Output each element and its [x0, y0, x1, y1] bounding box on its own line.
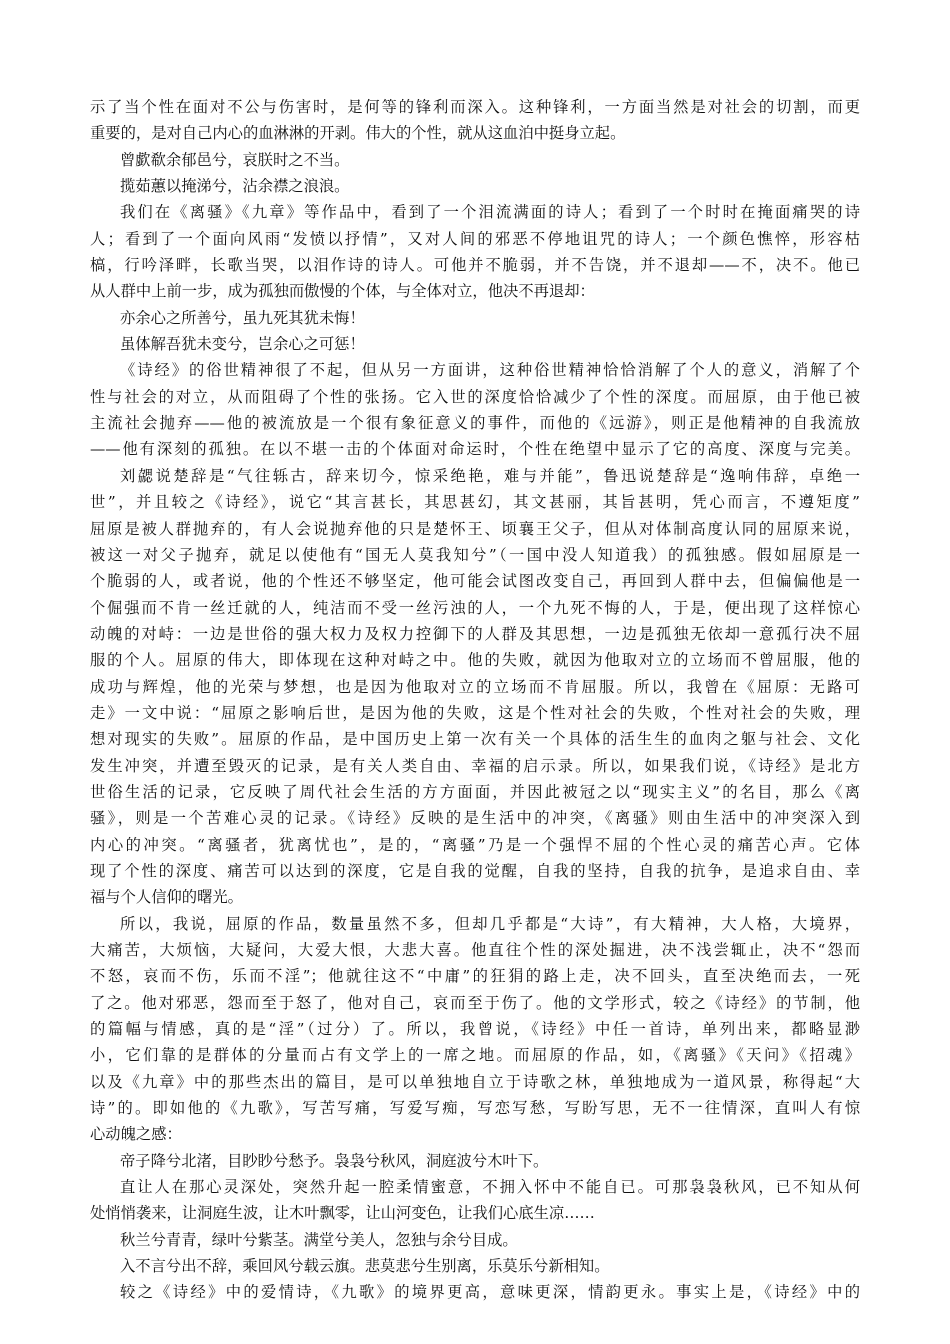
text-line: 世俗生活的记录，它反映了周代社会生活的方方面面，并因此被冠之以“现实主义”的名目，那么《离 — [90, 782, 860, 801]
text-line: 我们在《离骚》《九章》等作品中，看到了一个泪流满面的诗人；看到了一个时时在掩面痛哭的诗 — [120, 203, 860, 222]
text-line: 世”，并且较之《诗经》，说它“其言甚长，其思甚幻，其文甚丽，其旨甚明，凭心而言，不遵矩度” — [90, 493, 860, 512]
text-line: 动魄的对峙：一边是世俗的强大权力及权力控御下的人群及其思想，一边是孤独无依却一意孤行决不屈 — [90, 624, 860, 643]
text-line: 处悄悄袭来，让洞庭生波，让木叶飘零，让山河变色，让我们心底生凉…… — [90, 1204, 595, 1223]
text-line: 从人群中上前一步，成为孤独而傲慢的个体，与全体对立，他决不再退却： — [90, 282, 595, 301]
text-line: 成功与辉煌，他的光荣与梦想，也是因为他取对立的立场而不肯屈服。所以，我曾在《屈原：无路可 — [90, 677, 860, 696]
text-line: 服的个人。屈原的伟大，即体现在这种对峙之中。他的失败，就因为他取对立的立场而不曾屈服，他的 — [90, 651, 860, 670]
text-line: 诗”的。即如他的《九歌》，写苦写痛，写爱写痴，写恋写愁，写盼写思，无不一往情深，直叫人有惊 — [90, 1099, 860, 1118]
text-line: 重要的，是对自己内心的血淋淋的开剥。伟大的个性，就从这血泊中挺身立起。 — [90, 124, 626, 143]
text-line: 以及《九章》中的那些杰出的篇目，是可以单独地自立于诗歌之林，单独地成为一道风景，称得起“大 — [90, 1072, 860, 1091]
text-line: 个倔强而不肯一丝迁就的人，纯洁而不受一丝污浊的人，一个九死不悔的人，于是，便出现了这样惊心 — [90, 598, 860, 617]
text-line: 骚》，则是一个苦难心灵的记录。《诗经》反映的是生活中的冲突，《离骚》则由生活中的冲突深入到 — [90, 809, 860, 828]
text-line: 个脆弱的人，或者说，他的个性还不够坚定，他可能会试图改变自己，再回到人群中去，但偏偏他是一 — [90, 572, 860, 591]
text-line: 较之《诗经》中的爱情诗，《九歌》的境界更高，意味更深，情韵更永。事实上是，《诗经》中的 — [120, 1283, 860, 1302]
poem-line: 亦余心之所善兮，虽九死其犹未悔！ — [120, 308, 365, 327]
text-line: ——他有深刻的孤独。在以不堪一击的个体面对命运时，个性在绝望中显示了它的高度、深度与完美。 — [90, 440, 860, 459]
text-line: 的篇幅与情感，真的是“淫”（过分）了。所以，我曾说，《诗经》中任一首诗，单列出来，都略显渺 — [90, 1020, 860, 1039]
text-line: 屈原是被人群抛弃的，有人会说抛弃他的只是楚怀王、顷襄王父子，但从对体制高度认同的屈原来说， — [90, 519, 860, 538]
text-line: 主流社会抛弃——他的被流放是一个很有象征意义的事件，而他的《远游》，则正是他精神的自我流放 — [90, 414, 860, 433]
poem-line: 入不言兮出不辞，乘回风兮载云旗。悲莫悲兮生别离，乐莫乐兮新相知。 — [120, 1257, 610, 1276]
poem-line: 揽茹蕙以掩涕兮，沾余襟之浪浪。 — [120, 177, 350, 196]
text-line: 所以，我说，屈原的作品，数量虽然不多，但却几乎都是“大诗”，有大精神，大人格，大境界， — [120, 914, 860, 933]
text-line: 心动魄之感： — [90, 1125, 182, 1144]
text-line: 直让人在那心灵深处，突然升起一腔柔情蜜意，不拥入怀中不能自已。可那袅袅秋风，已不知从何 — [120, 1178, 860, 1197]
poem-line: 帝子降兮北渚，目眇眇兮愁予。袅袅兮秋风，洞庭波兮木叶下。 — [120, 1151, 549, 1170]
text-line: 走》一文中说：“屈原之影响后世，是因为他的失败，这是个性对社会的失败，个性对社会的失败，理 — [90, 703, 860, 722]
text-line: 《诗经》的俗世精神很了不起，但从另一方面讲，这种俗世精神恰恰消解了个人的意义，消解了个 — [120, 361, 860, 380]
text-line: 福与个人信仰的曙光。 — [90, 888, 243, 907]
text-line: 内心的冲突。“离骚者，犹离忧也”，是的，“离骚”乃是一个强悍不屈的个性心灵的痛苦心声。它体 — [90, 835, 860, 854]
text-line: 性与社会的对立，从而阻碍了个性的张扬。它入世的深度恰恰减少了个性的深度。而屈原，由于他已被 — [90, 387, 860, 406]
text-line: 想对现实的失败”。屈原的作品，是中国历史上第一次有关一个具体的活生生的血肉之躯与社会、文化 — [90, 730, 860, 749]
poem-line: 曾歔欷余郁邑兮，哀朕时之不当。 — [120, 150, 350, 169]
text-line: 现了个性的深度、痛苦可以达到的深度，它是自我的觉醒，自我的坚持，自我的抗争，是追求自由、幸 — [90, 861, 860, 880]
poem-line: 虽体解吾犹未变兮，岂余心之可惩！ — [120, 335, 365, 354]
text-line: 被这一对父子抛弃，就足以使他有“国无人莫我知兮”（一国中没人知道我）的孤独感。假如屈原是一 — [90, 545, 860, 564]
text-line: 示了当个性在面对不公与伤害时，是何等的锋利而深入。这种锋利，一方面当然是对社会的切割，而更 — [90, 98, 860, 116]
text-line: 发生冲突，并遭至毁灭的记录，是有关人类自由、幸福的启示录。所以，如果我们说，《诗经》是北方 — [90, 756, 860, 775]
text-line: 不怒，哀而不伤，乐而不淫”；他就往这不“中庸”的狂狷的路上走，决不回头，直至决绝而去，一死 — [90, 967, 860, 986]
text-line: 刘勰说楚辞是“气往轹古，辞来切今，惊采绝艳，难与并能”，鲁迅说楚辞是“逸响伟辞，卓绝一 — [120, 466, 860, 485]
text-line: 槁，行吟泽畔，长歌当哭，以泪作诗的诗人。可他并不脆弱，并不告饶，并不退却——不，决不。他已 — [90, 256, 860, 275]
text-line: 小，它们靠的是群体的分量而占有文学上的一席之地。而屈原的作品，如，《离骚》《天问》《招魂》 — [90, 1046, 860, 1065]
text-line: 人；看到了一个面向风雨“发愤以抒情”，又对人间的邪恶不停地诅咒的诗人；一个颜色憔悴，形容枯 — [90, 229, 860, 248]
text-line: 了之。他对邪恶，怨而至于怒了，他对自己，哀而至于伤了。他的文学形式，较之《诗经》的节制，他 — [90, 993, 860, 1012]
poem-line: 秋兰兮青青，绿叶兮紫茎。满堂兮美人，忽独与余兮目成。 — [120, 1230, 518, 1249]
text-line: 大痛苦，大烦恼，大疑问，大爱大恨，大悲大喜。他直往个性的深处掘进，决不浅尝辄止，决不“怨而 — [90, 941, 860, 959]
